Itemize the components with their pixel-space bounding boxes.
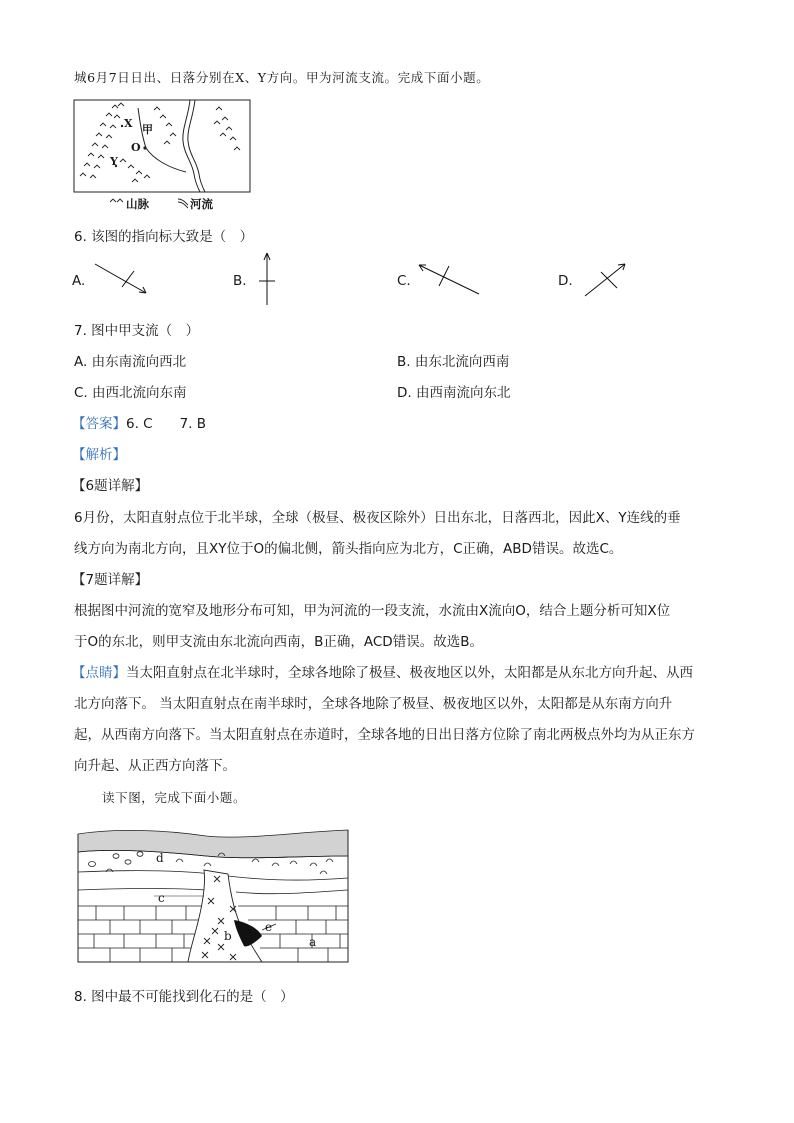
tip-line-1: [72, 661, 693, 681]
q7-option-c[interactable]: C. 由西北流向东南: [74, 385, 187, 401]
answer-text: 6. C 7. B: [126, 416, 207, 432]
q6-option-d-label[interactable]: D.: [558, 273, 573, 289]
q6-detail-line-1: 6月份，太阳直射点位于北半球，全球（极昼、极夜区除外）日出东北，日落西北，因此X、Y连线的垂: [74, 510, 681, 526]
intro-text: 城6月7日日出、日落分别在X、Y方向。甲为河流支流。完成下面小题。: [74, 70, 490, 85]
q7-detail-tag: 【7题详解】: [72, 572, 149, 588]
map2-label-a: a: [309, 935, 317, 949]
q6-detail-tag: 【6题详解】: [72, 478, 149, 494]
q6-option-a-label[interactable]: A.: [72, 273, 86, 289]
map2-label-c: c: [158, 891, 165, 905]
analysis-tag: 【解析】: [72, 447, 126, 463]
read-figure-text: 读下图，完成下面小题。: [102, 790, 247, 805]
q6-option-c-label[interactable]: C.: [397, 273, 411, 289]
map2-label-e: e: [265, 920, 273, 934]
map1-legend-mountain: 山脉: [126, 197, 149, 211]
q7-option-a[interactable]: A. 由东南流向西北: [74, 354, 187, 370]
map2-label-d: d: [156, 851, 164, 865]
q7-detail-line-1: 根据图中河流的宽窄及地形分布可知，甲为河流的一段支流，水流由X流向O，结合上题分析可知X位: [74, 603, 671, 619]
q7-stem: 7. 图中甲支流（ ）: [74, 323, 200, 339]
map1-label-jia: 甲: [142, 123, 153, 136]
answer-line: [72, 412, 206, 432]
q6-option-b-arrow-icon: [256, 251, 280, 307]
map1-label-y: Y: [110, 155, 118, 168]
q7-option-d[interactable]: D. 由西南流向东北: [397, 385, 511, 401]
map1-label-x: X: [124, 117, 133, 130]
q6-option-a-arrow-icon: [92, 261, 152, 301]
answer-tag: 【答案】: [72, 416, 126, 432]
q6-stem: 6. 该图的指向标大致是（ ）: [74, 229, 254, 245]
map2-label-b: b: [224, 929, 232, 943]
q6-option-d-arrow-icon: [583, 262, 629, 300]
q8-stem: 8. 图中最不可能找到化石的是（ ）: [74, 989, 294, 1005]
q6-option-c-arrow-icon: [417, 262, 483, 298]
q6-detail-line-2: 线方向为南北方向，且XY位于O的偏北侧，箭头指向应为北方，C正确，ABD错误。故选C。: [74, 541, 623, 557]
q7-detail-line-2: 于O的东北，则甲支流由东北流向西南，B正确，ACD错误。故选B。: [74, 634, 483, 650]
tip-text-1: 当太阳直射点在北半球时，全球各地除了极昼、极夜地区以外，太阳都是从东北方向升起、从西: [126, 665, 693, 681]
tip-line-2: 北方向落下。 当太阳直射点在南半球时，全球各地除了极昼、极夜地区以外，太阳都是从东南方向升: [74, 696, 673, 712]
map1-svg: [70, 96, 260, 214]
q7-option-b[interactable]: B. 由东北流向西南: [397, 354, 510, 370]
tip-tag: 【点睛】: [72, 665, 126, 681]
q6-option-b-label[interactable]: B.: [233, 273, 247, 289]
map1-legend-river: 河流: [190, 197, 213, 211]
tip-line-3: 起，从西南方向落下。当太阳直射点在赤道时，全球各地的日出日落方位除了南北两极点外均为从正东方: [74, 727, 695, 743]
tip-line-4: 向升起、从正西方向落下。: [74, 758, 236, 774]
map1-label-o: O: [131, 141, 141, 154]
